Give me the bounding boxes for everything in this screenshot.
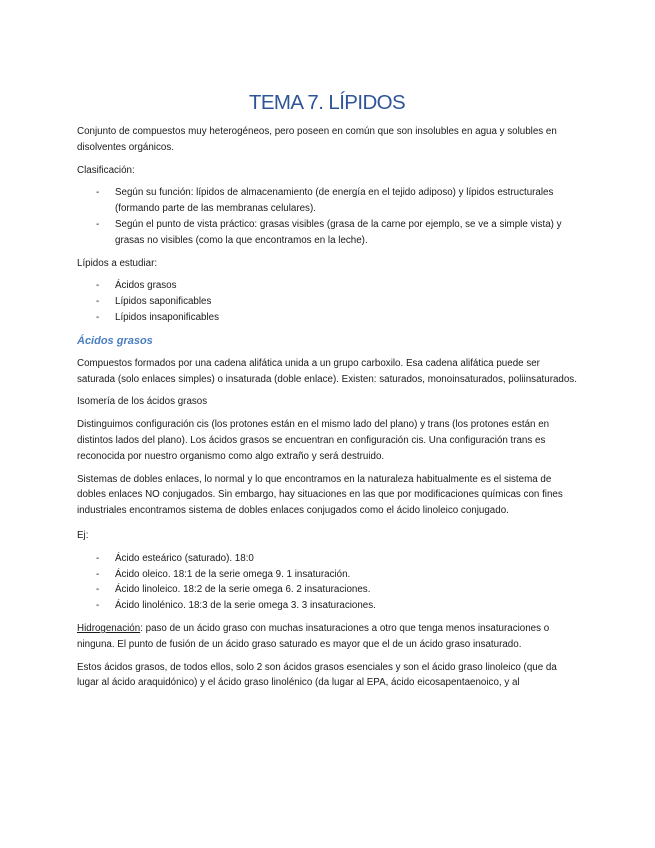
final-paragraph: Estos ácidos grasos, de todos ellos, solo 2 son ácidos grasos esenciales y son el ácido graso linoleico (que da lugar al ácido araquidónico) y el ácido graso linolénico (da lugar al EPA, ácido eicosapentaenoico, y al xyxy=(77,661,557,689)
list-item-text: Lípidos saponificables xyxy=(115,296,212,308)
section-intro: Compuestos formados por una cadena alifática unida a un grupo carboxilo. Esa cadena alifática puede ser saturada (solo enlaces simples) o insaturada (doble enlace). Existen: saturados, monoinsaturados, poliinsaturados. xyxy=(77,357,577,385)
list-item-text: Ácido linolénico. 18:3 de la serie omega 3. 3 insaturaciones. xyxy=(115,600,376,612)
list-item-text: Ácido esteárico (saturado). 18:0 xyxy=(115,552,254,564)
intro-paragraph: Conjunto de compuestos muy heterogéneos, pero poseen en común que son insolubles en agua y solubles en disolventes orgánicos. xyxy=(77,126,557,153)
list-item xyxy=(77,598,577,614)
list-item xyxy=(77,185,577,217)
isomeria-label: Isomería de los ácidos grasos xyxy=(77,396,208,408)
list-item xyxy=(77,310,577,326)
dash-bullet: - xyxy=(96,218,100,230)
dash-bullet: - xyxy=(96,552,100,564)
dash-bullet: - xyxy=(96,600,100,612)
list-item-text: Según su función: lípidos de almacenamiento (de energía en el tejido adiposo) y lípidos estructurales (formando parte de las membranas celulares). xyxy=(115,187,554,215)
dash-bullet: - xyxy=(96,187,100,199)
section-heading: Ácidos grasos xyxy=(77,334,153,347)
list-item-text: Ácido oleico. 18:1 de la serie omega 9. 1 insaturación. xyxy=(115,568,351,580)
list-item xyxy=(77,567,577,583)
dash-bullet: - xyxy=(96,584,100,596)
list-item-text: Según el punto de vista práctico: grasas visibles (grasa de la carne por ejemplo, se ve a simple vista) y grasas no visibles (como la que encontramos en la leche). xyxy=(115,218,562,246)
hidrogenacion-term: Hidrogenación xyxy=(77,622,141,634)
list-item-text: Lípidos insaponificables xyxy=(115,311,220,323)
list-item xyxy=(77,278,577,294)
document-page xyxy=(77,90,577,698)
dash-bullet: - xyxy=(96,311,100,323)
study-list xyxy=(77,278,577,325)
list-item xyxy=(77,582,577,598)
list-item xyxy=(77,294,577,310)
isomeria-paragraph: Distinguimos configuración cis (los protones están en el mismo lado del plano) y trans (los protones están en distintos lados del plano). Los ácidos grasos se encuentran en configuración cis. Una configuración trans es reconocida por nuestro organismo como algo extraño y será destruido. xyxy=(77,419,550,462)
list-item xyxy=(77,217,577,249)
list-item-text: Ácido linoleico. 18:2 de la serie omega 6. 2 insaturaciones. xyxy=(115,584,371,596)
study-label: Lípidos a estudiar: xyxy=(77,257,158,269)
hidrogenacion-text: : paso de un ácido graso con muchas insaturaciones a otro que tenga menos insaturaciones o ninguna. El punto de fusión de un ácido graso saturado es mayor que el de un ácido graso insaturado. xyxy=(77,622,550,650)
dash-bullet: - xyxy=(96,296,100,308)
hidrogenacion-paragraph xyxy=(77,621,577,653)
classification-list xyxy=(77,185,577,248)
example-label: Ej: xyxy=(77,529,89,541)
classification-label: Clasificación: xyxy=(77,164,135,176)
list-item xyxy=(77,551,577,567)
dash-bullet: - xyxy=(96,568,100,580)
example-list xyxy=(77,551,577,614)
sistemas-paragraph: Sistemas de dobles enlaces, lo normal y lo que encontramos en la naturaleza habitualmente es el sistema de dobles enlaces NO conjugados. Sin embargo, hay situaciones en las que por modificaciones químicas con fines industriales encontramos sistema de dobles enlaces conjugados como el ácido linoleico conjugado. xyxy=(77,473,563,517)
page-title: TEMA 7. LÍPIDOS xyxy=(248,91,406,114)
list-item-text: Ácidos grasos xyxy=(115,280,177,292)
dash-bullet: - xyxy=(96,280,100,292)
